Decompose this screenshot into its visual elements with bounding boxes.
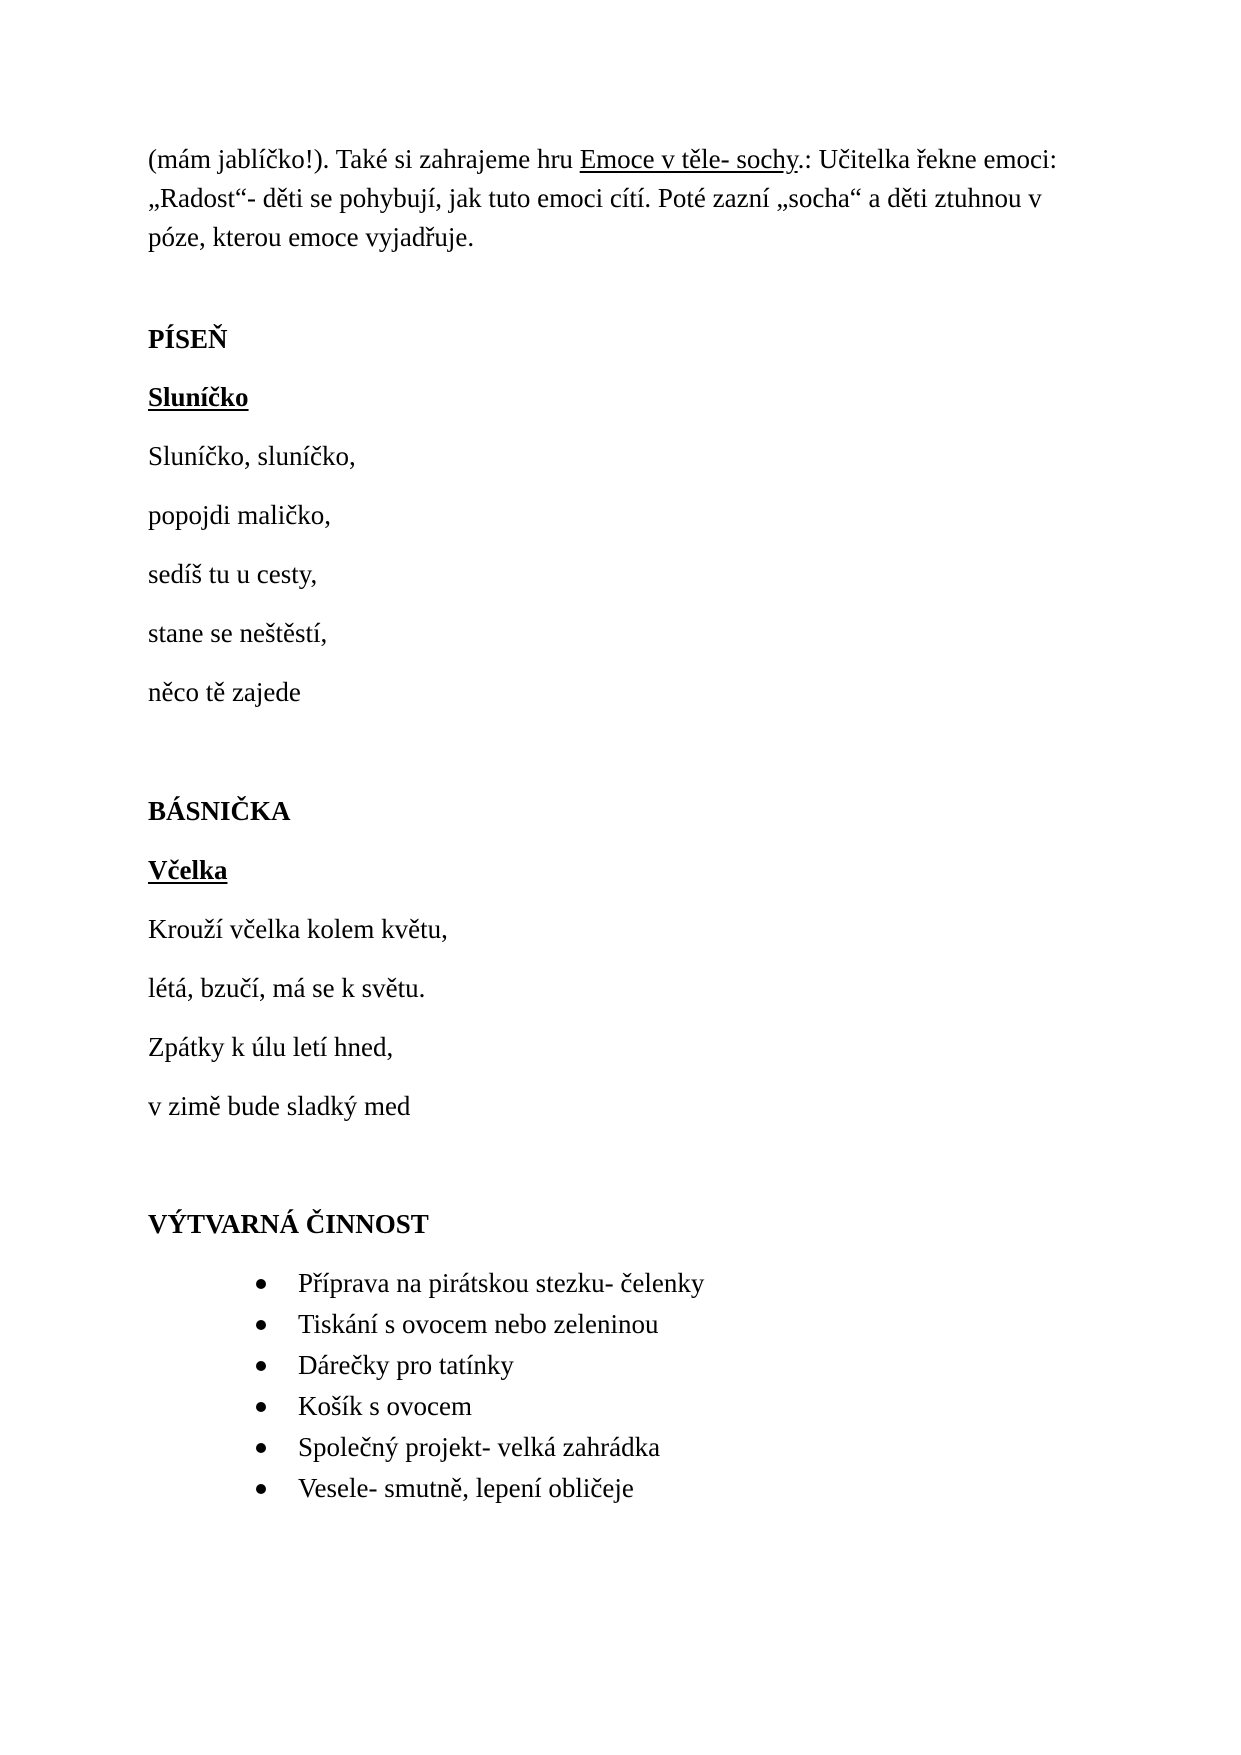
- poem-line-1: Krouží včelka kolem květu,: [148, 914, 448, 944]
- intro-text-start: (mám jablíčko!). Také si zahrajeme hru: [148, 144, 580, 174]
- song-line-3: sedíš tu u cesty,: [148, 559, 318, 589]
- poem-title: Včelka: [148, 855, 228, 885]
- song-heading: PÍSEŇ: [148, 324, 228, 354]
- song-line-4: stane se neštěstí,: [148, 618, 328, 648]
- song-line-1: Sluníčko, sluníčko,: [148, 441, 356, 471]
- bullet-icon: [256, 1402, 266, 1412]
- bullet-icon: [256, 1361, 266, 1371]
- intro-text-end: .: Učitelka řekne emoci: „Radost“- děti se pohybují, jak tuto emoci cítí. Poté zazní „socha“ a děti ztuhnou v póze, kterou emoce vyjadřuje.: [148, 144, 1057, 252]
- art-heading: VÝTVARNÁ ČINNOST: [148, 1209, 429, 1239]
- intro-paragraph: [148, 140, 1098, 257]
- poem-line-3: Zpátky k úlu letí hned,: [148, 1032, 394, 1062]
- list-item: Dárečky pro tatínky: [148, 1345, 704, 1386]
- song-line-2: popojdi maličko,: [148, 500, 331, 530]
- bullet-icon: [256, 1484, 266, 1494]
- game-name-underlined: Emoce v těle- sochy: [579, 144, 798, 174]
- list-item: Tiskání s ovocem nebo zeleninou: [148, 1304, 704, 1345]
- list-item: Příprava na pirátskou stezku- čelenky: [148, 1263, 704, 1304]
- list-item: Košík s ovocem: [148, 1386, 704, 1427]
- bullet-icon: [256, 1443, 266, 1453]
- list-item: Společný projekt- velká zahrádka: [148, 1427, 704, 1468]
- poem-line-4: v zimě bude sladký med: [148, 1091, 411, 1121]
- poem-heading: BÁSNIČKA: [148, 796, 291, 826]
- song-line-5: něco tě zajede: [148, 677, 301, 707]
- poem-line-2: létá, bzučí, má se k světu.: [148, 973, 426, 1003]
- document-page: [148, 140, 1098, 1503]
- bullet-icon: [256, 1320, 266, 1330]
- song-title: Sluníčko: [148, 382, 249, 412]
- art-activity-list: [148, 1263, 704, 1509]
- bullet-icon: [256, 1279, 266, 1289]
- list-item: Vesele- smutně, lepení obličeje: [148, 1468, 704, 1509]
